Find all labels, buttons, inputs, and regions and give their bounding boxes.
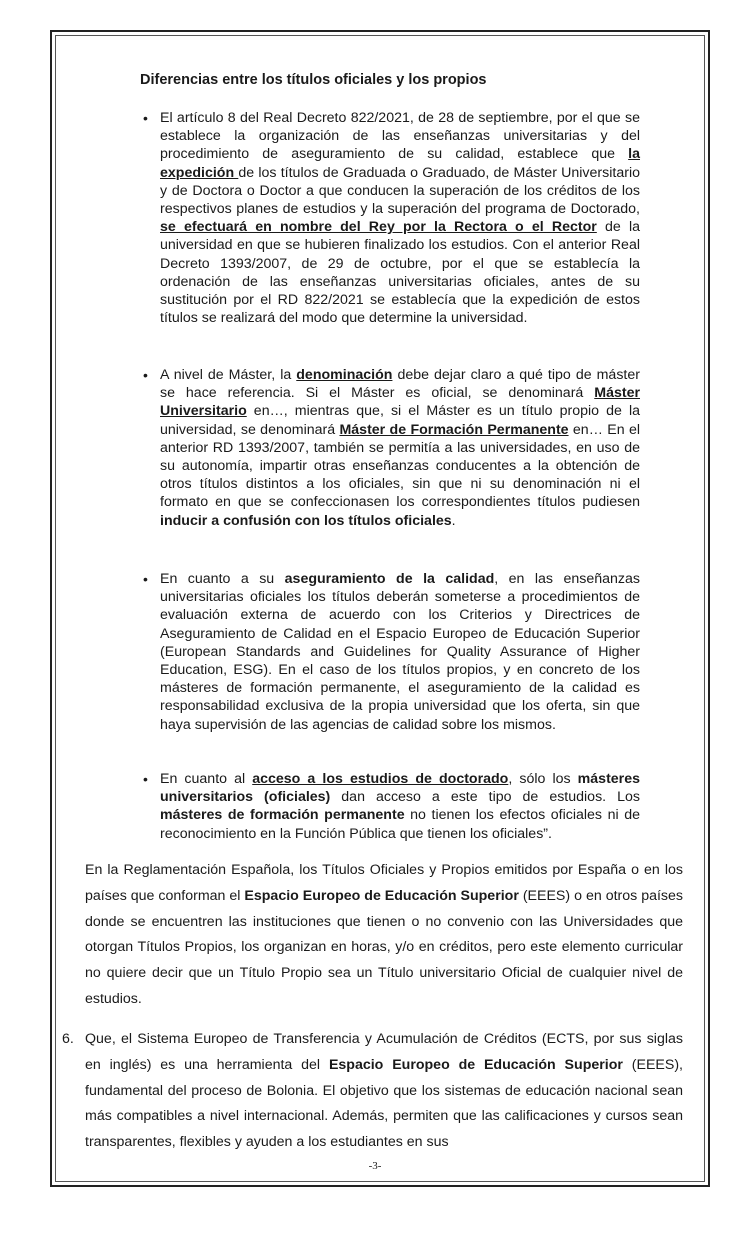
emphasis-eees: Espacio Europeo de Educación Superior — [244, 887, 519, 904]
emphasis-calidad: aseguramiento de la calidad — [284, 571, 495, 587]
emphasis-rector: se efectuará en nombre del Rey por la Rectora o el Rector — [160, 219, 597, 236]
bullet-list-4 — [140, 770, 640, 843]
item-number: 6. — [62, 1031, 74, 1047]
emphasis-denominacion: denominación — [296, 367, 393, 383]
bullet-item-doctorado: • En cuanto al acceso a los estudios de doctorado, sólo los másteres universitarios (oficiales) dan acceso a este tipo de estudios. Los másteres de formación permanente no tienen los efectos oficiales ni de reconocimiento en la Función Pública que tienen los oficiales”. — [140, 770, 640, 843]
emphasis-eees-2: Espacio Europeo de Educación Superior — [328, 1056, 623, 1073]
section-heading: Diferencias entre los títulos oficiales y los propios — [140, 72, 487, 88]
bullet-list-1 — [140, 109, 640, 327]
bullet-item-expedicion: • El artículo 8 del Real Decreto 822/2021, de 28 de septiembre, por el que se establece la organización de las enseñanzas universitarias y del procedimiento de aseguramiento de su calidad, establece que la expedición de los títulos de Graduada o Graduado, de Máster Universitario y de Doctora o Doctor a que conducen la superación de los créditos de los respectivos planes de estudios y la superación del programa de Doctorado, se efectuará en nombre del Rey por la Rectora o el Rector de la universidad en que se hubieren finalizado los estudios. Con el anterior Real Decreto 1393/2007, de 29 de octubre, por el que se establecía la ordenación de las enseñanzas universitarias oficiales, antes de su sustitución por el RD 822/2021 se establecía que la expedición de estos títulos se realizará del modo que determine la universidad. — [140, 109, 640, 327]
page-number: -3- — [368, 1160, 382, 1172]
bullet-list-2 — [140, 366, 640, 530]
emphasis-acceso-doctorado: acceso a los estudios de doctorado — [252, 771, 509, 787]
emphasis-confusion: inducir a confusión con los títulos oficiales — [160, 512, 452, 529]
emphasis-masteres-universitarios: másteres universitarios (oficiales) — [160, 771, 640, 806]
body-paragraph-reglamentacion: En la Reglamentación Española, los Títulos Oficiales y Propios emitidos por España o en los países que conforman el Espacio Europeo de Educación Superior (EEES) o en otros países donde se encuentren las instituciones que tienen o no convenio con las Universidades que otorgan Títulos Propios, los organizan en horas, y/o en créditos, pero este elemento curricular no quiere decir que un Título Propio sea un Título universitario Oficial de cualquier nivel de estudios. — [85, 862, 683, 1007]
bullet-item-denominacion: • A nivel de Máster, la denominación debe dejar claro a qué tipo de máster se hace referencia. Si el Máster es oficial, se denominará Máster Universitario en…, mientras que, si el Máster es un título propio de la universidad, se denominará Máster de Formación Permanente en… En el anterior RD 1393/2007, también se permitía a las universidades, en uso de su autonomía, impartir otras enseñanzas conducentes a la obtención de otros títulos distintos a los oficiales, sin que ni su denominación ni el formato en que se confeccionasen los correspondientes títulos pudiesen inducir a confusión con los títulos oficiales. — [140, 366, 640, 530]
bullet-item-calidad: • En cuanto a su aseguramiento de la calidad, en las enseñanzas universitarias oficiales los títulos deberán someterse a procedimientos de evaluación externa de acuerdo con los Criterios y Directrices de Aseguramiento de Calidad en el Espacio Europeo de Educación Superior (European Standards and Guidelines for Quality Assurance of Higher Education, ESG). En el caso de los títulos propios, y en concreto de los másteres de formación permanente, el aseguramiento de la calidad es responsabilidad exclusiva de la propia universidad que los oferta, sin que haya supervisión de las agencias de calidad sobre los mismos. — [140, 570, 640, 734]
emphasis-masteres-formacion: másteres de formación permanente — [160, 807, 405, 824]
numbered-item-6: 6. Que, el Sistema Europeo de Transferencia y Acumulación de Créditos (ECTS, por sus siglas en inglés) es una herramienta del Espacio Europeo de Educación Superior (EEES), fundamental del proceso de Bolonia. El objetivo que los sistemas de educación nacional sean más compatibles a nivel internacional. Además, permiten que las calificaciones y cursos sean transparentes, flexibles y ayuden a los estudiantes en sus — [62, 1027, 683, 1156]
bullet-list-3 — [140, 570, 640, 734]
emphasis-master-formacion: Máster de Formación Permanente — [339, 421, 569, 438]
emphasis-master-universitario: Máster Universitario — [160, 385, 640, 420]
emphasis-expedicion: la expedición — [160, 146, 640, 181]
